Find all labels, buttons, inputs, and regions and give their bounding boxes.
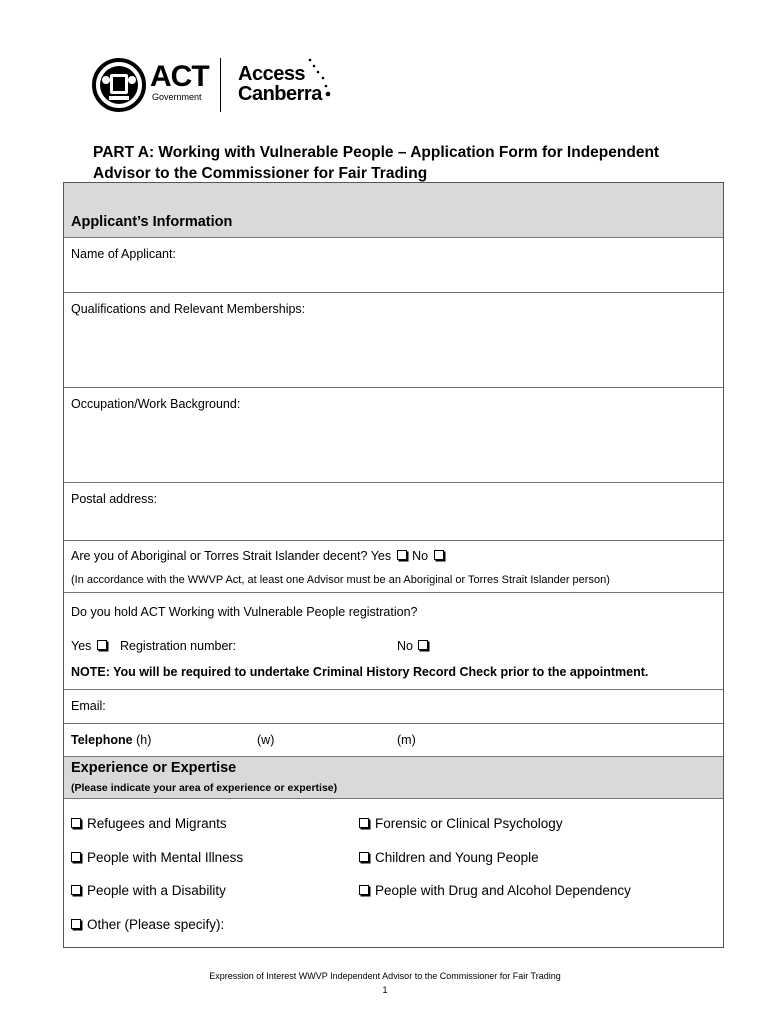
- checkbox-icon[interactable]: [359, 852, 369, 862]
- wwvp-yes: [71, 639, 109, 654]
- option-drug-alcohol[interactable]: [359, 883, 631, 899]
- option-label: Forensic or Clinical Psychology: [375, 816, 563, 831]
- telephone-work-label: (w): [257, 733, 275, 747]
- expertise-heading: Experience or Expertise: [71, 760, 237, 776]
- aboriginal-question: [71, 549, 446, 564]
- checkbox-icon[interactable]: [71, 885, 81, 895]
- wwvp-note: NOTE: You will be required to undertake Criminal History Record Check prior to the appointment.: [71, 665, 649, 679]
- name-field[interactable]: [64, 238, 723, 293]
- telephone-label: Telephone: [71, 733, 133, 747]
- option-other[interactable]: [71, 917, 224, 933]
- logo-act: ACT: [150, 60, 209, 93]
- telephone-mobile-label: (m): [397, 733, 416, 747]
- expertise-subheading: (Please indicate your area of experience or expertise): [71, 782, 338, 794]
- option-label: Refugees and Migrants: [87, 816, 227, 831]
- postal-label: Postal address:: [71, 492, 158, 506]
- option-label: People with a Disability: [87, 883, 226, 898]
- aboriginal-question-text: Are you of Aboriginal or Torres Strait Islander decent? Yes: [71, 549, 392, 563]
- aboriginal-question-row: [64, 541, 723, 593]
- act-crest-icon: [92, 58, 146, 112]
- telephone-row: [71, 733, 151, 748]
- checkbox-icon[interactable]: [359, 818, 369, 828]
- page-title: PART A: Working with Vulnerable People – Application Form for Independent Advisor to the Commissioner for Fair Trading: [93, 144, 660, 182]
- qualifications-label: Qualifications and Relevant Memberships:: [71, 302, 306, 316]
- option-refugees[interactable]: [71, 816, 227, 832]
- email-label: Email:: [71, 699, 106, 713]
- wwvp-yes-checkbox[interactable]: [97, 640, 107, 650]
- aboriginal-no-label: No: [412, 549, 429, 563]
- constellation-dots-icon: [304, 56, 344, 106]
- application-form: [63, 182, 724, 948]
- wwvp-row: [64, 593, 723, 690]
- checkbox-icon[interactable]: [71, 852, 81, 862]
- occupation-field[interactable]: [64, 388, 723, 483]
- postal-address-field[interactable]: [64, 483, 723, 541]
- wwvp-yes-label: Yes: [71, 639, 92, 653]
- name-label: Name of Applicant:: [71, 247, 176, 261]
- logo: [92, 56, 352, 116]
- applicant-section-header: [64, 183, 723, 238]
- wwvp-question: Do you hold ACT Working with Vulnerable People registration?: [71, 605, 418, 619]
- logo-access: Access: [238, 63, 306, 85]
- telephone-home-label: (h): [136, 733, 152, 747]
- option-forensic[interactable]: [359, 816, 563, 832]
- option-label: Other (Please specify):: [87, 917, 225, 932]
- option-label: People with Mental Illness: [87, 850, 244, 865]
- occupation-label: Occupation/Work Background:: [71, 397, 241, 411]
- checkbox-icon[interactable]: [71, 919, 81, 929]
- footer: [0, 969, 770, 997]
- option-label: People with Drug and Alcohol Dependency: [375, 883, 631, 898]
- checkbox-icon[interactable]: [359, 885, 369, 895]
- aboriginal-no-checkbox[interactable]: [434, 550, 444, 560]
- email-field[interactable]: [64, 690, 723, 724]
- wwvp-registration-label: Registration number:: [120, 639, 237, 653]
- footer-text: Expression of Interest WWVP Independent Advisor to the Commissioner for Fair Trading: [209, 971, 561, 981]
- wwvp-no-label: No: [397, 639, 413, 653]
- logo-government: Government: [152, 92, 202, 102]
- wwvp-no: [397, 639, 430, 654]
- logo-divider: [220, 58, 221, 112]
- option-label: Children and Young People: [375, 850, 539, 865]
- option-disability[interactable]: [71, 883, 226, 899]
- option-children[interactable]: [359, 850, 539, 866]
- telephone-field[interactable]: [64, 724, 723, 757]
- option-mental-illness[interactable]: [71, 850, 243, 866]
- checkbox-icon[interactable]: [71, 818, 81, 828]
- expertise-section-header: [64, 757, 723, 799]
- page-number: 1: [382, 985, 388, 995]
- qualifications-field[interactable]: [64, 293, 723, 388]
- applicant-heading: Applicant’s Information: [71, 214, 233, 230]
- wwvp-no-checkbox[interactable]: [418, 640, 428, 650]
- aboriginal-note: (In accordance with the WWVP Act, at least one Advisor must be an Aboriginal or Torres Strait Islander person): [71, 574, 610, 586]
- aboriginal-yes-checkbox[interactable]: [397, 550, 407, 560]
- expertise-options: [64, 799, 723, 949]
- logo-canberra: Canberra: [238, 83, 322, 105]
